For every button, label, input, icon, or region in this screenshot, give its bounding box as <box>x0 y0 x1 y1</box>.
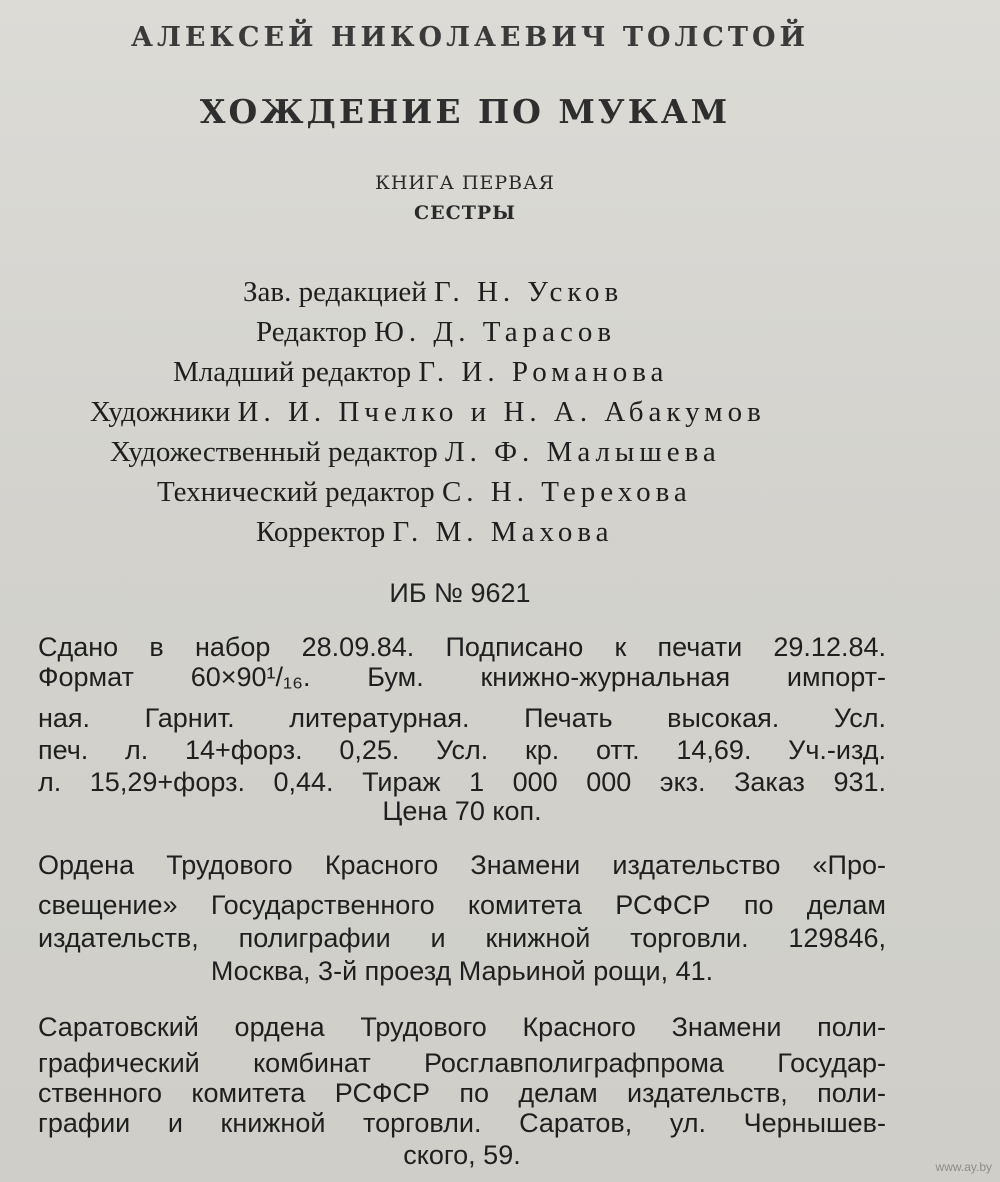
credit-role: Художники <box>90 396 231 428</box>
credit-line <box>90 396 766 429</box>
print-detail-line: Формат 60×90¹/₁₆. Бум. книжно-журнальная импорт- <box>38 662 886 692</box>
print-detail-line: Сдано в набор 28.09.84. Подписано к печати 29.12.84. <box>38 632 886 662</box>
printer-line: графии и книжной торговли. Саратов, ул. Чернышев- <box>38 1108 886 1138</box>
book-number: КНИГА ПЕРВАЯ <box>375 172 555 194</box>
publisher-line: свещение» Государственного комитета РСФСР по делам <box>38 890 886 920</box>
credit-role: Технический редактор <box>157 476 435 508</box>
credit-line <box>173 356 668 389</box>
credit-line <box>157 476 692 509</box>
credit-role: Корректор <box>256 516 386 548</box>
credit-person: И. И. Пчелко и Н. А. Абакумов <box>237 396 766 428</box>
credit-role: Художественный редактор <box>110 436 438 468</box>
credit-person: Л. Ф. Малышева <box>444 436 721 468</box>
publisher-address-line: Москва, 3-й проезд Марьиной рощи, 41. <box>210 956 714 986</box>
publisher-line: Ордена Трудового Красного Знамени издательство «Про- <box>38 850 886 880</box>
price-line: Цена 70 коп. <box>382 796 542 826</box>
credit-person: Г. М. Махова <box>392 516 614 548</box>
print-detail-line: печ. л. 14+форз. 0,25. Усл. кр. отт. 14,69. Уч.-изд. <box>38 735 886 765</box>
printer-line: графический комбинат Росглавполиграфпрома Государ- <box>38 1048 886 1078</box>
publisher-line: издательств, полиграфии и книжной торговли. 129846, <box>38 923 886 953</box>
book-title: ХОЖДЕНИЕ ПО МУКАМ <box>199 92 731 131</box>
credit-role: Младший редактор <box>173 356 412 388</box>
credit-person: С. Н. Терехова <box>441 476 692 508</box>
credit-role: Зав. редакцией <box>243 276 427 308</box>
print-detail-line: ная. Гарнит. литературная. Печать высокая. Усл. <box>38 703 886 733</box>
printer-line: Саратовский ордена Трудового Красного Знамени поли- <box>38 1012 886 1042</box>
credit-role: Редактор <box>256 316 367 348</box>
credit-person: Г. Н. Усков <box>433 276 624 308</box>
author-name: АЛЕКСЕЙ НИКОЛАЕВИЧ ТОЛСТОЙ <box>130 22 809 53</box>
credit-person: Ю. Д. Тарасов <box>374 316 617 348</box>
print-detail-line: л. 15,29+форз. 0,44. Тираж 1 000 000 экз. Заказ 931. <box>38 767 886 797</box>
site-watermark: www.ay.by <box>935 1160 992 1174</box>
printer-line: ственного комитета РСФСР по делам издательств, поли- <box>38 1078 886 1108</box>
credit-line <box>243 276 623 309</box>
printer-address-line: ского, 59. <box>403 1140 521 1170</box>
credit-line <box>256 516 614 549</box>
ib-number: ИБ № 9621 <box>389 578 531 608</box>
credit-line <box>256 316 616 349</box>
book-subtitle: СЕСТРЫ <box>414 202 516 224</box>
credit-person: Г. И. Романова <box>418 356 669 388</box>
credit-line <box>110 436 721 469</box>
